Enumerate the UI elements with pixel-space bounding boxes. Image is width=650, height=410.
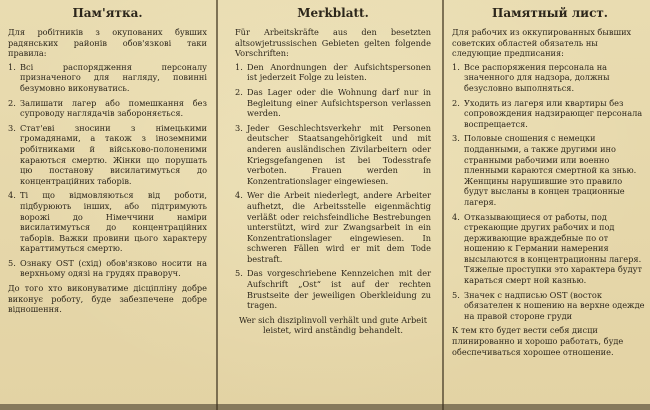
rule-item (235, 190, 431, 264)
rule-number: 4. (235, 190, 243, 201)
rule-item (8, 98, 207, 119)
rule-text: Всі распорядження персоналу призначеного для нагляду, повинні безумовно виконуватись. (20, 61, 207, 93)
russian-column (446, 0, 650, 410)
rule-item (452, 98, 648, 130)
rule-item (452, 133, 648, 207)
rule-number: 1. (452, 61, 460, 72)
column-closing: К тем кто будет вести себя дисци плинированно и хорошо работать, буде обеспечиваться хорошее отношение. (452, 325, 624, 357)
rule-text: Den Anordnungen der Aufsichtspersonen ist jederzeit Folge zu leisten. (247, 61, 431, 83)
rule-number: 1. (8, 61, 16, 72)
rule-number: 5. (235, 268, 243, 279)
column-title: Пам'ятка. (72, 6, 143, 20)
rule-text: Половые сношения с немецки подданными, а также другими ино странными рабочими или военно пленными караются смертной ка знью. Женщины нарушившие это правило будут высланы в концен трационные лагеря. (464, 133, 637, 207)
rule-text: Jeder Geschlechtsverkehr mit Personen deutscher Staatsangehörigkeit und mit anderen ausländischen Zivilarbeitern oder Kriegsgefangenen ist bei Todesstrafe verboten. Frauen werden in Konzentrationslager eingewiesen. (247, 122, 431, 186)
rule-number: 4. (8, 190, 16, 201)
column-title: Merkblatt. (297, 6, 369, 20)
rule-number: 2. (8, 97, 16, 108)
rule-number: 3. (452, 133, 460, 144)
rule-item (8, 62, 207, 94)
ukrainian-column (0, 0, 213, 410)
german-column (223, 0, 439, 410)
rule-text: Залишати лагер або помешкання без супроводу наглядачів забороняється. (20, 97, 207, 119)
column-intro: Für Arbeitskräfte aus den besetzten altsowjetrussischen Gebieten gelten folgende Vorschriften: (235, 27, 431, 59)
rule-item (235, 123, 431, 187)
rule-item (452, 62, 648, 94)
rule-text: Das vorgeschriebene Kennzeichen mit der Aufschrift „Ost“ ist auf der rechten Brustseite der jeweiligen Oberkleidung zu tragen. (247, 268, 431, 311)
rule-item (452, 290, 648, 322)
column-closing: До того хто виконуватиме дісціпліну добре виконує роботу, буде забезпечене добре відношення. (8, 283, 207, 315)
column-intro: Для робітників з окупованих бувших радянських районів обов'язкові таки правила: (8, 27, 207, 59)
rule-number: 3. (8, 122, 16, 133)
rule-text: Ознаку OST (схід) обов'язково носити на верхньому одязі на грудях праворуч. (20, 257, 207, 279)
rule-item (452, 212, 648, 286)
rule-number: 3. (235, 122, 243, 133)
rule-number: 2. (235, 86, 243, 97)
rule-number: 1. (235, 61, 243, 72)
rule-text: Das Lager oder die Wohnung darf nur in Begleitung einer Aufsichtsperson verlassen werden. (247, 86, 431, 119)
rule-number: 4. (452, 211, 460, 222)
column-title: Памятный лист. (491, 6, 608, 20)
rule-number: 5. (452, 289, 460, 300)
column-divider (442, 0, 444, 410)
rule-text: Значек с надписью OST (восток обязателен к ношению на верхне одежде на правой стороне груди (464, 289, 645, 321)
rule-item (8, 258, 207, 279)
rule-text: Отказывающиеся от работы, под стрекающие других рабочих и под держивающие враждебные по от ношению к Германии намерения высылаются в концентрационны лагеря. Тяжелые проступки это характера будут караться смерт ной казнью. (464, 211, 642, 286)
photo-bottom-edge (0, 404, 650, 410)
column-intro: Для рабочих из оккупированных бывших советских областей обязатель ны следующие предписания: (452, 27, 632, 59)
rule-text: Все распоряжения персонала на значенного для надзора, должны безусловно выполняться. (464, 61, 610, 93)
rule-item (8, 123, 207, 187)
rule-number: 5. (8, 257, 16, 268)
rule-item (235, 87, 431, 119)
rule-item (235, 268, 431, 310)
rule-text: Стат'еві зносини з німецькими громадянами, а також з іноземними робітниками й військово-полоненими караються смертю. Жінки що порушать цю постанову висилатимуться до концентраційних таборів. (20, 122, 207, 186)
rule-text: Wer die Arbeit niederlegt, andere Arbeiter aufhetzt, die Arbeitsstelle eigenmächtig verläßt oder reichsfeindliche Bestrebungen unterstützt, wird zur Zwangsarbeit in ein Konzentrationslager eingewiesen. In schweren Fällen wird er mit dem Tode bestraft. (247, 190, 431, 264)
column-divider (216, 0, 218, 410)
rule-item (235, 62, 431, 83)
rule-number: 2. (452, 97, 460, 108)
rule-text: Ті що відмовляються від роботи, підбурюють інших, або підтримують ворожі до Німеччини наміри висилатимуться до концентраційних таборів. Важки провини цього характеру караттимуться смертю. (20, 190, 207, 254)
column-closing: Wer sich disziplinvoll verhält und gute Arbeit leistet, wird anständig behandelt. (238, 314, 428, 336)
rule-text: Уходить из лагеря или квартиры без сопровождения надзирающег персонала воспрещается. (464, 97, 643, 129)
rule-item (8, 190, 207, 254)
